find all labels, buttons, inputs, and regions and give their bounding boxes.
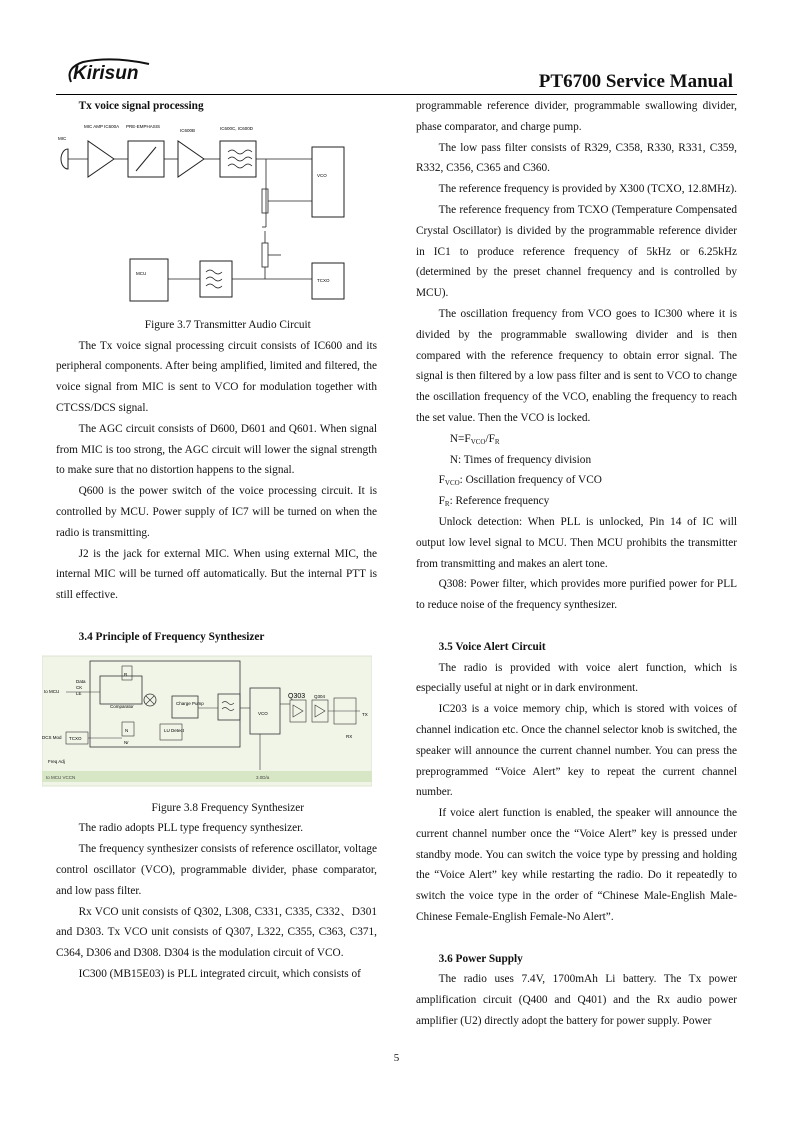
left-paragraph-1: The Tx voice signal processing circuit consists of IC600 and its peripheral components. After being amplified, limited and filtered, the voice signal from MIC is sent to VCO for modulation together with CTCSS/DCS signal. xyxy=(56,339,377,414)
formula-def-fr: $F_R$: Reference frequency xyxy=(438,495,550,509)
fig38-tx-label: TX xyxy=(362,711,368,717)
fig37-mcu-label: MCU xyxy=(136,270,147,276)
formula-def-fvco: $F_{VCO}$: Oscillation frequency of VCO xyxy=(438,474,602,488)
fig38-tcxo-label: TCXO xyxy=(69,735,82,741)
fig38-q303-label: Q303 xyxy=(288,692,306,700)
pll-formula: $N=F_{VCO}/F_R$ xyxy=(449,432,500,446)
fig38-n-label: N xyxy=(125,727,129,733)
ic600b-triangle xyxy=(178,141,204,177)
fig38-charge-pump-label: Charge Pump xyxy=(176,700,204,706)
voice-alert-heading: 3.5 Voice Alert Circuit xyxy=(438,640,546,653)
header-rule xyxy=(56,94,737,95)
synth-heading: 3.4 Principle of Frequency Synthesizer xyxy=(78,630,265,643)
vco-block-fig37 xyxy=(312,147,344,217)
formula-def-n: N: Times of frequency division xyxy=(449,453,592,466)
fig37-vco-label: VCO xyxy=(317,172,327,178)
right-paragraph-5: The oscillation frequency from VCO goes to IC300 where it is divided by the programmable swallowing divider and is then compared with the reference frequency to obtain error signal. The signal is then filtered by a low pass filter and is sent to VCO to change the oscillation frequency of the VCO, enabling the frequency to reach the set value. Then the VCO is locked. xyxy=(416,307,737,424)
fig38-comparator-label: Comparator xyxy=(110,703,134,709)
fig38-r-label: R xyxy=(124,671,128,677)
frequency-synthesizer-figure xyxy=(42,648,372,798)
fig37-mic-label: MIC xyxy=(58,135,67,141)
fig38-freq-adj-label: Freq Adj xyxy=(48,758,65,764)
fig38-le-label: LE xyxy=(76,690,82,696)
ic600cd-filter-block xyxy=(220,141,256,177)
left-paragraph-4: J2 is the jack for external MIC. When using external MIC, the internal MIC will be turned off automatically. But the internal PTT is still effective. xyxy=(56,547,377,602)
fig38-vco-label: VCO xyxy=(258,710,268,716)
fig38-data-label: Data xyxy=(76,678,86,684)
resistor-1 xyxy=(262,189,268,213)
right-column xyxy=(416,96,737,1032)
fig38-to-mcu-label: to MCU xyxy=(44,688,60,694)
fig38-nr-label: Nr xyxy=(124,739,129,745)
right-paragraph-9: IC203 is a voice memory chip, which is stored with voices of channel indication etc. Once the channel selector knob is switched, the speaker will announce the current channel number. You can press the preprogrammed “Voice Alert” key to repeat the current channel number. xyxy=(416,703,737,799)
left-paragraph-8: IC300 (MB15E03) is PLL integrated circuit, which consists of xyxy=(78,967,361,980)
lpf-block-fig37 xyxy=(200,261,232,297)
left-paragraph-7: Rx VCO unit consists of Q302, L308, C331, C335, C332、D301 and D303. Tx VCO unit consists of Q307, L322, C355, C363, C371, C364, D306 and D308. D304 is the modulation circuit of VCO. xyxy=(56,905,377,960)
right-paragraph-3: The reference frequency is provided by X300 (TCXO, 12.8MHz). xyxy=(438,183,737,196)
fig38-ck-label: CK xyxy=(76,684,83,690)
fig37-ic600cd-label: IC600C, IC600D xyxy=(220,125,254,131)
fig37-pre-emph-label: PRE-EMPHASIS xyxy=(126,123,161,129)
right-paragraph-7: Q308: Power filter, which provides more purified power for PLL to reduce noise of the frequency synthesizer. xyxy=(416,578,737,612)
resistor-2 xyxy=(262,243,268,267)
left-column xyxy=(42,96,377,985)
left-paragraph-3: Q600 is the power switch of the voice processing circuit. It is controlled by MCU. Power supply of IC7 will be turned on when the radio is transmitting. xyxy=(56,485,377,539)
right-paragraph-10: If voice alert function is enabled, the speaker will announce the current channel number once the “Voice Alert” key is pressed under standby mode. You can switch the voice type by pressing and holding the “Voice Alert” key while restarting the radio. Do it repeatedly to switch the voice type in the order of “Chinese Male-English Male-Chinese Female-English Female-No Alert”. xyxy=(416,807,737,924)
fig38-mcu-vccn-label: to MCU VCCN xyxy=(46,774,76,780)
right-paragraph-11: The radio uses 7.4V, 1700mAh Li battery. The Tx power amplification circuit (Q400 and Q401) and the Rx audio power amplifier (U2) directly adopt the battery for power supply. Power xyxy=(416,973,737,1028)
left-paragraph-5: The radio adopts PLL type frequency synthesizer. xyxy=(78,822,304,835)
transmitter-audio-figure xyxy=(56,117,377,315)
right-paragraph-1: programmable reference divider, programmable swallowing divider, phase comparator, and charge pump. xyxy=(416,100,737,133)
logo-wordmark: Kirisun xyxy=(73,63,139,84)
figure-3-8-caption: Figure 3.8 Frequency Synthesizer xyxy=(151,801,305,814)
fig37-tcxo-label: TCXO xyxy=(317,277,330,283)
fig37-mic-amp-label: MIC AMP IC600A xyxy=(84,123,120,129)
left-paragraph-6: The frequency synthesizer consists of reference oscillator, voltage control oscillator (VCO), programmable divider, phase comparator, and low pass filter. xyxy=(56,843,377,897)
fig38-dcs-mod-label: DCS Mod xyxy=(42,734,62,740)
tx-heading: Tx voice signal processing xyxy=(78,100,204,112)
fig37-ic600b-label: IC600B xyxy=(180,127,196,133)
kirisun-logo xyxy=(63,58,155,84)
fig38-rx-label: RX xyxy=(346,733,353,739)
right-paragraph-4: The reference frequency from TCXO (Temperature Compensated Crystal Oscillator) is divided by the programmable reference divider in IC1 to produce reference frequency of 5kHz or 6.25kHz (determined by the preset channel frequency and is controlled by MCU). xyxy=(416,203,737,300)
figure-3-7-caption: Figure 3.7 Transmitter Audio Circuit xyxy=(144,318,311,331)
manual-title: PT6700 Service Manual xyxy=(538,71,733,92)
right-paragraph-2: The low pass filter consists of R329, C358, R330, R331, C359, R332, C356, C365 and C360. xyxy=(416,141,737,175)
right-paragraph-8: The radio is provided with voice alert function, which is especially useful at night or in dark environment. xyxy=(416,661,737,695)
fig38-vcc-label: 3.0D/a xyxy=(256,774,270,780)
right-paragraph-6: Unlock detection: When PLL is unlocked, Pin 14 of IC will output low level signal to MCU. Then MCU prohibits the transmitter from transmitting and makes an alert tone. xyxy=(416,515,737,570)
fig38-lu-detect-label: LU Detect xyxy=(164,727,185,733)
mcu-block-fig37 xyxy=(130,259,168,301)
fig38-q304-label: Q304 xyxy=(314,693,326,699)
left-paragraph-2: The AGC circuit consists of D600, D601 and Q601. When signal from MIC is too strong, the AGC circuit will lower the signal strength to make sure that no distortion happens to the signal. xyxy=(56,422,377,477)
mic-symbol xyxy=(61,149,68,169)
power-supply-heading: 3.6 Power Supply xyxy=(438,952,523,965)
page-number: 5 xyxy=(393,1052,400,1064)
mic-amp-triangle xyxy=(88,141,114,177)
